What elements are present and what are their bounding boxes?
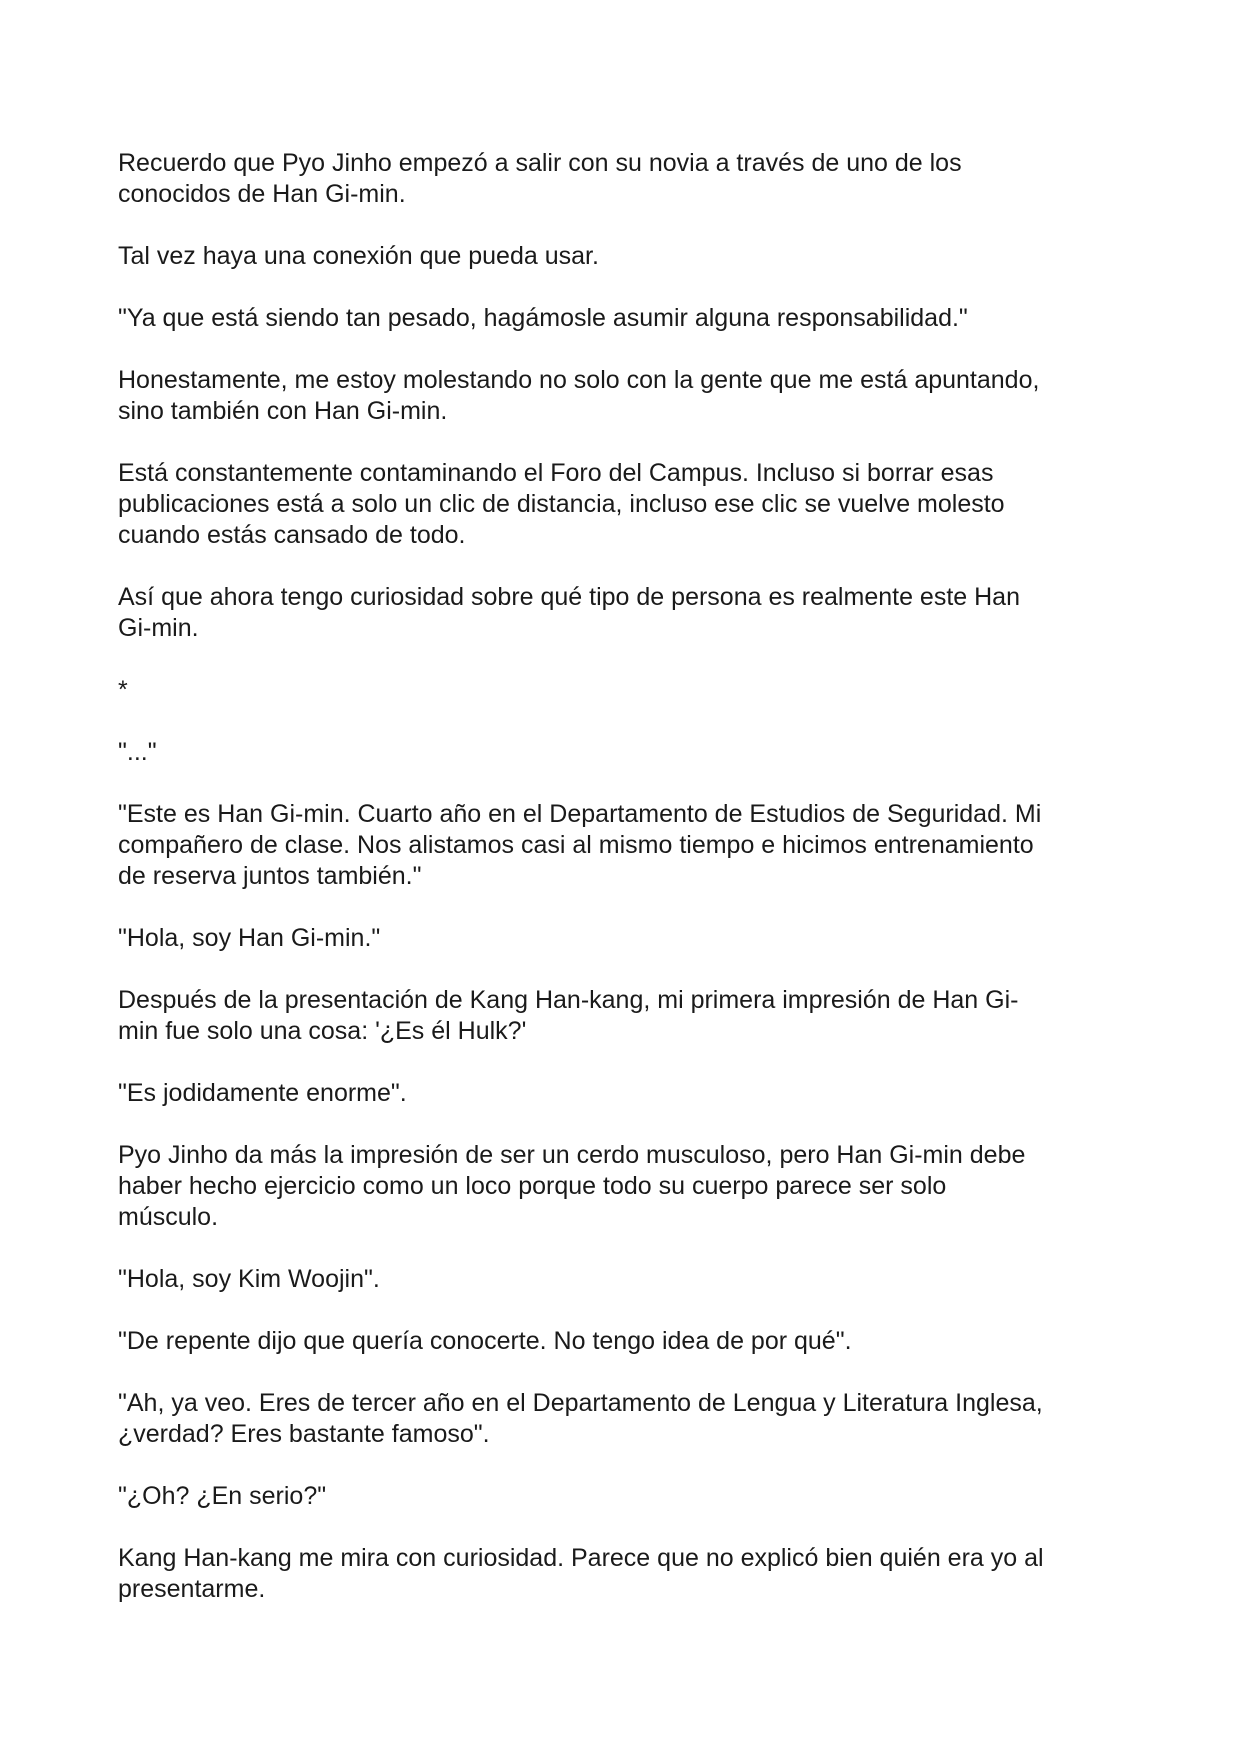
paragraph: Está constantemente contaminando el Foro del Campus. Incluso si borrar esas publicaciones está a solo un clic de distancia, incluso ese clic se vuelve molesto cuando estás cansado de todo. [118, 459, 1005, 549]
paragraph: "Hola, soy Kim Woojin". [118, 1265, 380, 1293]
document-page [118, 148, 1128, 1636]
paragraph: Recuerdo que Pyo Jinho empezó a salir con su novia a través de uno de los conocidos de Han Gi-min. [118, 149, 962, 208]
paragraph: "Hola, soy Han Gi-min." [118, 924, 381, 952]
paragraph: "Es jodidamente enorme". [118, 1079, 407, 1107]
paragraph: Así que ahora tengo curiosidad sobre qué tipo de persona es realmente este Han Gi-min. [118, 583, 1020, 642]
paragraph: "Ah, ya veo. Eres de tercer año en el Departamento de Lengua y Literatura Inglesa, ¿verdad? Eres bastante famoso". [118, 1389, 1043, 1448]
paragraph: "¿Oh? ¿En serio?" [118, 1482, 327, 1510]
paragraph: Tal vez haya una conexión que pueda usar. [118, 242, 599, 270]
paragraph: "Este es Han Gi-min. Cuarto año en el Departamento de Estudios de Seguridad. Mi compañero de clase. Nos alistamos casi al mismo tiempo e hicimos entrenamiento de reserva juntos también." [118, 800, 1042, 890]
paragraph: "..." [118, 738, 157, 766]
scene-break: * [118, 676, 128, 704]
paragraph: "De repente dijo que quería conocerte. No tengo idea de por qué". [118, 1327, 852, 1355]
paragraph: Después de la presentación de Kang Han-kang, mi primera impresión de Han Gi- min fue solo una cosa: '¿Es él Hulk?' [118, 986, 1019, 1045]
paragraph: Pyo Jinho da más la impresión de ser un cerdo musculoso, pero Han Gi-min debe haber hecho ejercicio como un loco porque todo su cuerpo parece ser solo músculo. [118, 1141, 1026, 1231]
paragraph: "Ya que está siendo tan pesado, hagámosle asumir alguna responsabilidad." [118, 304, 968, 332]
paragraph: Honestamente, me estoy molestando no solo con la gente que me está apuntando, sino también con Han Gi-min. [118, 366, 1040, 425]
paragraph: Kang Han-kang me mira con curiosidad. Parece que no explicó bien quién era yo al presentarme. [118, 1544, 1044, 1603]
